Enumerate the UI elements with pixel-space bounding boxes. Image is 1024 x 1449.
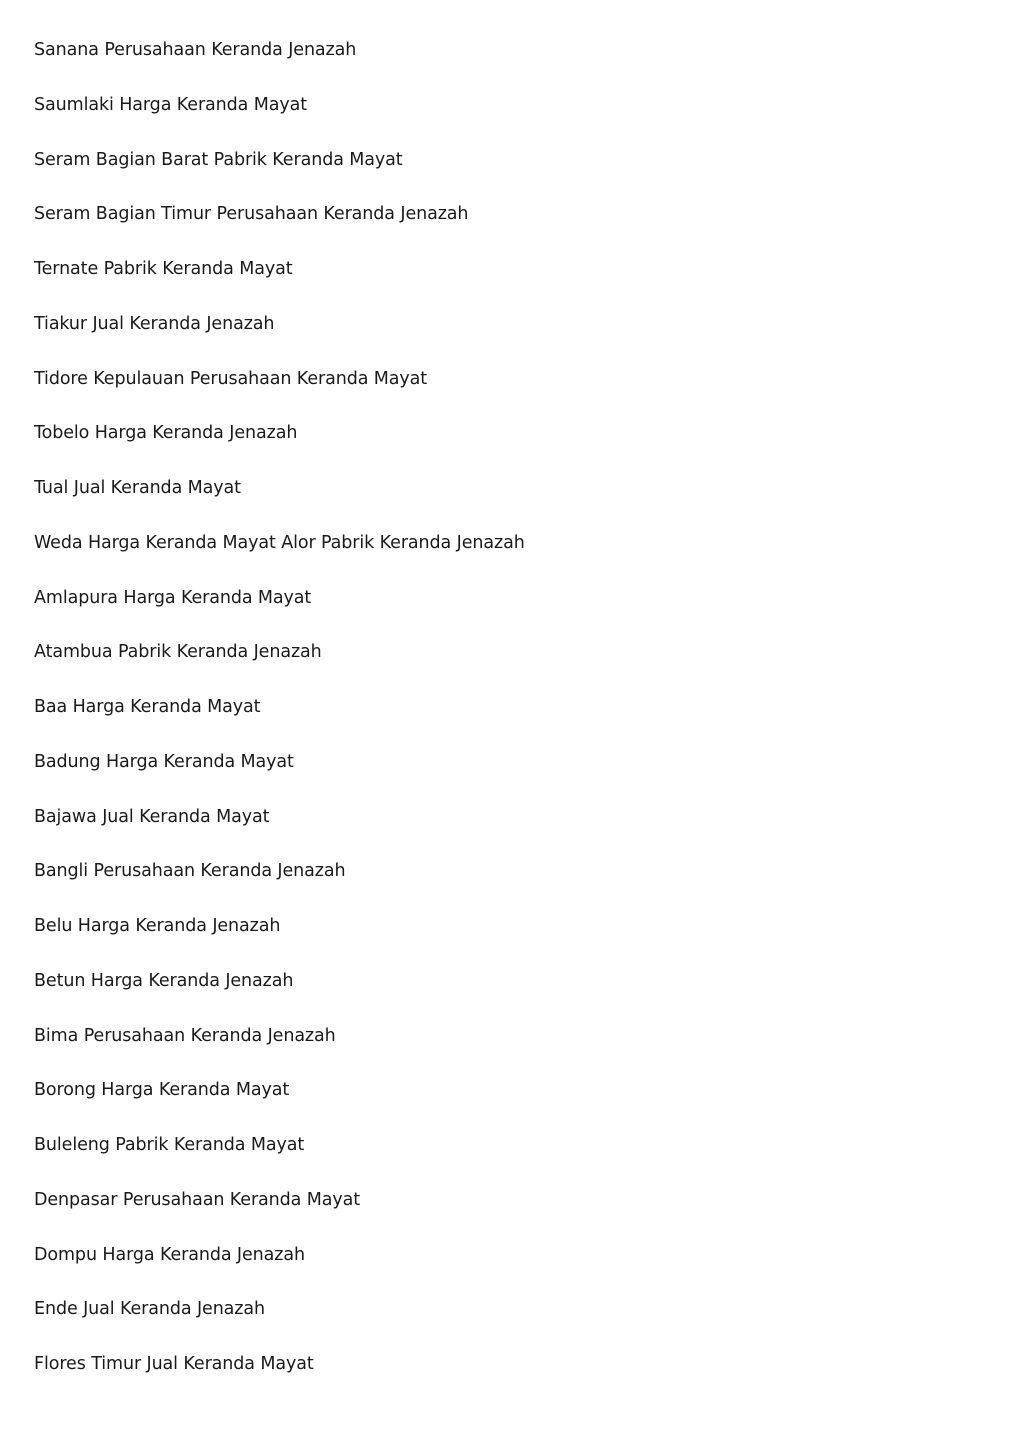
text-line: Atambua Pabrik Keranda Jenazah [34, 642, 322, 663]
text-line: Bangli Perusahaan Keranda Jenazah [34, 861, 346, 882]
text-line: Bima Perusahaan Keranda Jenazah [34, 1025, 336, 1046]
text-line: Ende Jual Keranda Jenazah [34, 1299, 266, 1320]
text-line: Saumlaki Harga Keranda Mayat [34, 94, 308, 115]
text-line: Amlapura Harga Keranda Mayat [34, 587, 312, 608]
text-line: Bajawa Jual Keranda Mayat [34, 806, 270, 827]
text-line: Baa Harga Keranda Mayat [34, 697, 261, 717]
text-line: Betun Harga Keranda Jenazah [34, 970, 294, 991]
text-line: Borong Harga Keranda Mayat [34, 1080, 290, 1101]
text-line: Sanana Perusahaan Keranda Jenazah [34, 40, 357, 60]
text-line: Flores Timur Jual Keranda Mayat [34, 1354, 314, 1374]
text-line: Buleleng Pabrik Keranda Mayat [34, 1135, 305, 1155]
text-line: Badung Harga Keranda Mayat [34, 751, 294, 772]
text-line: Dompu Harga Keranda Jenazah [34, 1244, 305, 1265]
text-line: Tidore Kepulauan Perusahaan Keranda Mayat [34, 368, 428, 389]
text-line: Seram Bagian Barat Pabrik Keranda Mayat [34, 149, 403, 170]
text-line: Tobelo Harga Keranda Jenazah [34, 423, 298, 444]
text-line: Belu Harga Keranda Jenazah [34, 916, 281, 936]
text-line: Ternate Pabrik Keranda Mayat [34, 259, 293, 279]
text-line: Tiakur Jual Keranda Jenazah [34, 313, 275, 334]
text-lines [34, 37, 525, 1406]
text-line: Tual Jual Keranda Mayat [34, 478, 241, 498]
text-line: Seram Bagian Timur Perusahaan Keranda Jenazah [34, 204, 469, 225]
text-line: Weda Harga Keranda Mayat Alor Pabrik Keranda Jenazah [34, 532, 525, 553]
text-line: Denpasar Perusahaan Keranda Mayat [34, 1189, 361, 1210]
